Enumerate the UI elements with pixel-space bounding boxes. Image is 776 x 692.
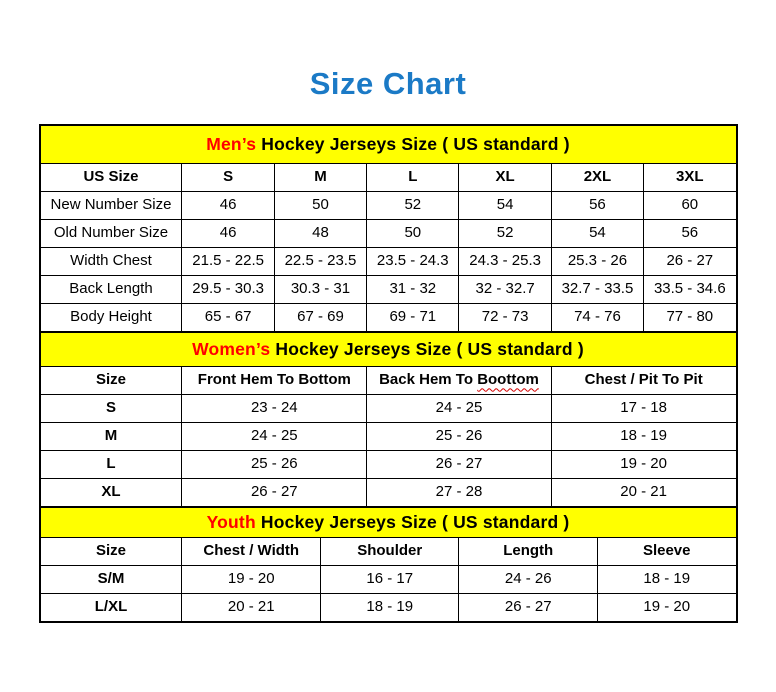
womens-cell-0-2: 24 - 25 — [367, 395, 552, 423]
mens-size-table — [40, 125, 737, 332]
mens-column-header-2: M — [274, 164, 366, 192]
mens-column-header-3: L — [367, 164, 459, 192]
womens-banner — [40, 333, 736, 367]
mens-row-label-1: Old Number Size — [40, 220, 182, 248]
youth-row-0 — [40, 566, 736, 594]
mens-cell-1-5: 54 — [551, 220, 643, 248]
mens-cell-4-5: 74 - 76 — [551, 304, 643, 332]
mens-row-3 — [40, 276, 736, 304]
mens-cell-1-2: 48 — [274, 220, 366, 248]
mens-row-label-0: New Number Size — [40, 192, 182, 220]
youth-row-1 — [40, 594, 736, 622]
mens-cell-0-4: 54 — [459, 192, 551, 220]
mens-cell-1-3: 50 — [367, 220, 459, 248]
youth-cell-0-3: 24 - 26 — [459, 566, 598, 594]
mens-cell-3-3: 31 - 32 — [367, 276, 459, 304]
womens-row-3 — [40, 479, 736, 507]
youth-column-header-4: Sleeve — [597, 538, 736, 566]
mens-column-header-6: 3XL — [644, 164, 736, 192]
womens-row-label-2: L — [40, 451, 182, 479]
youth-cell-1-2: 18 - 19 — [320, 594, 459, 622]
womens-row-1 — [40, 423, 736, 451]
womens-row-2 — [40, 451, 736, 479]
womens-banner-text: Hockey Jerseys Size ( US standard ) — [270, 338, 584, 359]
mens-cell-3-4: 32 - 32.7 — [459, 276, 551, 304]
mens-cell-1-1: 46 — [182, 220, 274, 248]
mens-row-2 — [40, 248, 736, 276]
womens-cell-3-3: 20 - 21 — [551, 479, 736, 507]
mens-column-header-5: 2XL — [551, 164, 643, 192]
mens-row-label-2: Width Chest — [40, 248, 182, 276]
youth-banner-text: Hockey Jerseys Size ( US standard ) — [255, 511, 570, 532]
youth-cell-1-4: 19 - 20 — [597, 594, 736, 622]
mens-cell-0-2: 50 — [274, 192, 366, 220]
womens-cell-3-2: 27 - 28 — [367, 479, 552, 507]
mens-cell-0-3: 52 — [367, 192, 459, 220]
mens-cell-2-5: 25.3 - 26 — [551, 248, 643, 276]
youth-cell-0-4: 18 - 19 — [597, 566, 736, 594]
mens-cell-3-6: 33.5 - 34.6 — [644, 276, 736, 304]
youth-cell-1-3: 26 - 27 — [459, 594, 598, 622]
mens-cell-1-6: 56 — [644, 220, 736, 248]
youth-column-header-0: Size — [40, 538, 182, 566]
womens-cell-1-2: 25 - 26 — [367, 423, 552, 451]
womens-row-label-0: S — [40, 395, 182, 423]
womens-cell-1-3: 18 - 19 — [551, 423, 736, 451]
mens-cell-0-6: 60 — [644, 192, 736, 220]
womens-size-table — [40, 332, 737, 507]
youth-cell-1-1: 20 - 21 — [182, 594, 321, 622]
mens-row-label-4: Body Height — [40, 304, 182, 332]
youth-banner — [40, 508, 736, 538]
womens-cell-2-2: 26 - 27 — [367, 451, 552, 479]
mens-cell-2-4: 24.3 - 25.3 — [459, 248, 551, 276]
mens-row-0 — [40, 192, 736, 220]
mens-row-label-3: Back Length — [40, 276, 182, 304]
mens-column-header-0: US Size — [40, 164, 182, 192]
womens-cell-0-3: 17 - 18 — [551, 395, 736, 423]
mens-cell-3-1: 29.5 - 30.3 — [182, 276, 274, 304]
mens-cell-2-6: 26 - 27 — [644, 248, 736, 276]
youth-column-header-1: Chest / Width — [182, 538, 321, 566]
mens-cell-0-5: 56 — [551, 192, 643, 220]
womens-cell-2-3: 19 - 20 — [551, 451, 736, 479]
womens-row-label-1: M — [40, 423, 182, 451]
womens-column-header-1: Front Hem To Bottom — [182, 367, 367, 395]
mens-cell-4-1: 65 - 67 — [182, 304, 274, 332]
youth-banner-accent: Youth — [206, 511, 256, 532]
mens-row-1 — [40, 220, 736, 248]
womens-cell-1-1: 24 - 25 — [182, 423, 367, 451]
womens-column-header-2: Back Hem To Boottom — [367, 367, 552, 395]
mens-banner-text: Hockey Jerseys Size ( US standard ) — [256, 133, 570, 154]
mens-column-header-4: XL — [459, 164, 551, 192]
misspelled-word: Boottom — [477, 371, 539, 389]
womens-cell-2-1: 25 - 26 — [182, 451, 367, 479]
mens-cell-4-6: 77 - 80 — [644, 304, 736, 332]
size-chart-tables — [39, 124, 738, 623]
womens-cell-3-1: 26 - 27 — [182, 479, 367, 507]
womens-row-0 — [40, 395, 736, 423]
mens-row-4 — [40, 304, 736, 332]
mens-cell-4-2: 67 - 69 — [274, 304, 366, 332]
youth-size-table — [40, 507, 737, 622]
mens-cell-4-3: 69 - 71 — [367, 304, 459, 332]
mens-cell-2-3: 23.5 - 24.3 — [367, 248, 459, 276]
mens-cell-2-2: 22.5 - 23.5 — [274, 248, 366, 276]
womens-row-label-3: XL — [40, 479, 182, 507]
youth-row-label-0: S/M — [40, 566, 182, 594]
youth-row-label-1: L/XL — [40, 594, 182, 622]
mens-cell-4-4: 72 - 73 — [459, 304, 551, 332]
mens-column-header-1: S — [182, 164, 274, 192]
youth-cell-0-1: 19 - 20 — [182, 566, 321, 594]
womens-banner-accent: Women’s — [192, 338, 271, 359]
mens-cell-3-2: 30.3 - 31 — [274, 276, 366, 304]
mens-banner-accent: Men’s — [206, 133, 257, 154]
mens-banner — [40, 126, 736, 164]
womens-column-header-3: Chest / Pit To Pit — [551, 367, 736, 395]
mens-cell-2-1: 21.5 - 22.5 — [182, 248, 274, 276]
womens-column-header-0: Size — [40, 367, 182, 395]
youth-column-header-3: Length — [459, 538, 598, 566]
youth-column-header-2: Shoulder — [320, 538, 459, 566]
mens-cell-1-4: 52 — [459, 220, 551, 248]
page-title: Size Chart — [309, 66, 467, 101]
youth-cell-0-2: 16 - 17 — [320, 566, 459, 594]
mens-cell-3-5: 32.7 - 33.5 — [551, 276, 643, 304]
mens-cell-0-1: 46 — [182, 192, 274, 220]
womens-cell-0-1: 23 - 24 — [182, 395, 367, 423]
